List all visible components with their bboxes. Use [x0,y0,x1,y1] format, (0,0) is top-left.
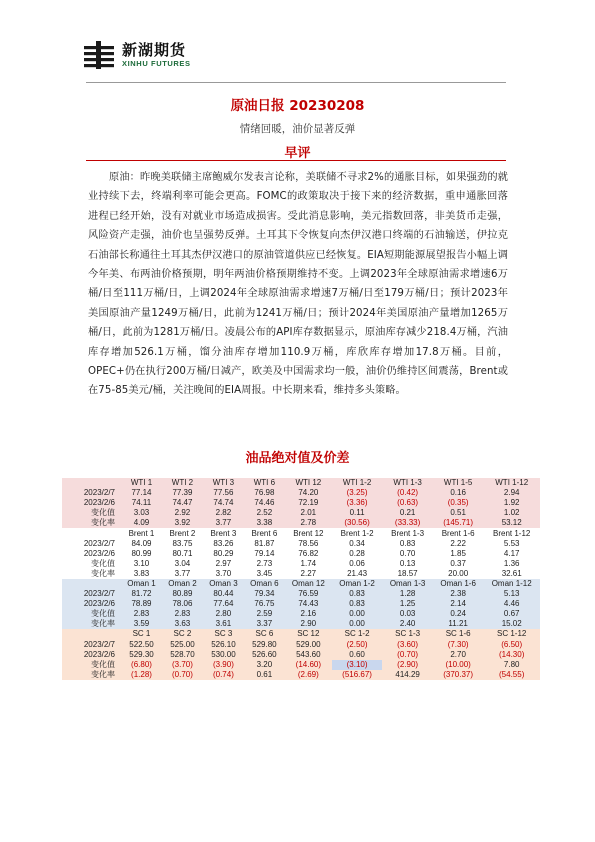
table-row [62,498,540,508]
table-cell: 543.60 [285,650,332,660]
table-row [62,670,540,680]
table-cell: 74.11 [121,498,162,508]
table-cell: 1.25 [382,599,433,609]
table-cell: 79.14 [244,549,285,559]
column-header: SC 3 [203,629,244,639]
table-cell: 4.09 [121,518,162,528]
table-cell: 3.63 [162,619,203,629]
table-cell: 2.40 [382,619,433,629]
table-cell: 3.77 [203,518,244,528]
table-cell: 0.60 [332,650,383,660]
table-cell: 3.37 [244,619,285,629]
column-header: Oman 1-2 [332,579,383,589]
column-header: WTI 12 [285,478,332,488]
table-cell: (2.90) [382,660,433,670]
table-cell: (1.28) [121,670,162,680]
table-cell: 76.75 [244,599,285,609]
oman-header-row [62,579,540,589]
table-cell: 0.13 [382,559,433,569]
report-title: 原油日报 20230208 [230,98,365,114]
row-label: 变化值 [62,609,121,619]
table-cell: 20.00 [433,569,484,579]
row-label: 2023/2/7 [62,589,121,599]
table-row [62,488,540,498]
table-cell: 3.77 [162,569,203,579]
table-cell: 0.51 [433,508,484,518]
table-cell: 2.82 [203,508,244,518]
table-cell: 4.46 [483,599,540,609]
table-cell: 83.75 [162,539,203,549]
table-cell: 0.06 [332,559,383,569]
table-cell: 2.83 [162,609,203,619]
table-cell: 78.89 [121,599,162,609]
column-header: Oman 2 [162,579,203,589]
row-label: 变化率 [62,670,121,680]
table-cell: (14.60) [285,660,332,670]
table-row [62,549,540,559]
table-cell: (10.00) [433,660,484,670]
table-cell: 77.64 [203,599,244,609]
table-cell: 1.36 [483,559,540,569]
table-cell: 3.61 [203,619,244,629]
table-cell: 2.92 [162,508,203,518]
table-cell: 7.80 [483,660,540,670]
table-cell: 2.90 [285,619,332,629]
table-cell: 3.10 [121,559,162,569]
table-cell: (30.56) [332,518,383,528]
table-cell: 526.10 [203,640,244,650]
column-header: SC 2 [162,629,203,639]
table-cell: 2.01 [285,508,332,518]
column-header: WTI 2 [162,478,203,488]
commentary-heading-underline [86,160,506,161]
table-cell: 3.70 [203,569,244,579]
table-cell: 4.17 [483,549,540,559]
column-header: Brent 1-12 [483,528,540,538]
row-label: 变化值 [62,508,121,518]
column-header: Brent 3 [203,528,244,538]
column-header: SC 1-2 [332,629,383,639]
table-cell: 81.87 [244,539,285,549]
table-cell: 78.56 [285,539,332,549]
table-cell: 1.92 [483,498,540,508]
brent-header-row [62,528,540,538]
table-cell: 81.72 [121,589,162,599]
commentary-paragraph: 原油：昨晚美联储主席鲍威尔发表言论称，美联储不寻求2%的通胀目标，如果强劲的就业持续下去，终端利率可能会更高。FOMC的政策取决于接下来的经济数据，重申通胀回落进程已经开始，没有对就业市场造成损害。受此消息影响，美元指数回落，非美货币走强，风险资产走强，油价也呈强势反弹。土耳其下令恢复向杰伊汉港口终端的石油输送，伊拉克石油部长称通往土耳其杰伊汉港口的原油管道供应已经恢复。EIA短期能源展望报告小幅上调今年美、布两油价格预期，明年两油价格预期维持不变。上调2023年全球原油需求增速6万桶/日至111万桶/日，上调2024年全球原油需求增速7万桶/日至179万桶/日；预计2023年美国原油产量1249万桶/日，此前为1241万桶/日；预计2024年美国原油产量增加1265万桶/日，此前为1281万桶/日。凌晨公布的API库存数据显示，原油库存减少218.4万桶，汽油库存增加526.1万桶，馏分油库存增加110.9万桶，库欣库存增加17.8万桶。目前，OPEC+仍在执行200万桶/日减产，欧美及中国需求均一般，油价仍维持区间震荡，Brent或在75-85美元/桶，关注晚间的EIA周报。中长期来看，维持多头策略。 [88,172,508,397]
table-cell: (3.60) [382,640,433,650]
table-cell: 0.61 [244,670,285,680]
table-cell: 2.38 [433,589,484,599]
table-cell: 53.12 [483,518,540,528]
header-corner-cell [62,629,121,639]
table-cell: 0.21 [382,508,433,518]
table-cell: 2.27 [285,569,332,579]
header-corner-cell [62,579,121,589]
table-cell: (3.25) [332,488,383,498]
commentary-heading: 早评 [284,146,311,161]
xinhu-logo-icon [82,40,116,70]
column-header: WTI 6 [244,478,285,488]
column-header: Oman 1-12 [483,579,540,589]
table-cell: 0.28 [332,549,383,559]
table-cell: 3.92 [162,518,203,528]
table-cell: 529.00 [285,640,332,650]
table-cell: (2.50) [332,640,383,650]
table-cell: (145.71) [433,518,484,528]
table-cell: 1.74 [285,559,332,569]
table-cell: 529.30 [121,650,162,660]
table-cell: 84.09 [121,539,162,549]
table-cell: 79.34 [244,589,285,599]
table-cell: 77.39 [162,488,203,498]
table-cell: 1.85 [433,549,484,559]
column-header: Oman 1-3 [382,579,433,589]
column-header: Brent 1-3 [382,528,433,538]
row-label: 2023/2/6 [62,650,121,660]
table-heading: 油品绝对值及价差 [245,451,350,466]
table-row [62,619,540,629]
table-cell: 18.57 [382,569,433,579]
table-cell: 522.50 [121,640,162,650]
header-corner-cell [62,478,121,488]
table-cell: 2.14 [433,599,484,609]
column-header: SC 12 [285,629,332,639]
table-row [62,518,540,528]
table-row [62,559,540,569]
column-header: SC 1-12 [483,629,540,639]
row-label: 变化率 [62,619,121,629]
table-row [62,640,540,650]
table-row [62,660,540,670]
table-cell: (0.70) [382,650,433,660]
column-header: SC 1-6 [433,629,484,639]
table-cell: 0.34 [332,539,383,549]
table-row [62,650,540,660]
brand-logo [82,40,191,70]
table-cell: 74.47 [162,498,203,508]
price-spread-table [62,478,540,680]
column-header: Oman 12 [285,579,332,589]
table-cell: 0.24 [433,609,484,619]
table-cell: 76.98 [244,488,285,498]
column-header: Oman 3 [203,579,244,589]
table-cell: 2.22 [433,539,484,549]
table-cell: 2.52 [244,508,285,518]
table-cell: 83.26 [203,539,244,549]
table-cell: 15.02 [483,619,540,629]
table-cell: 74.46 [244,498,285,508]
table-cell: 2.83 [121,609,162,619]
table-cell: 72.19 [285,498,332,508]
table-cell: 2.73 [244,559,285,569]
table-cell: 528.70 [162,650,203,660]
row-label: 2023/2/7 [62,488,121,498]
row-label: 2023/2/7 [62,539,121,549]
row-label: 2023/2/6 [62,599,121,609]
table-cell: (0.74) [203,670,244,680]
table-cell: 0.03 [382,609,433,619]
table-cell: 11.21 [433,619,484,629]
table-cell: 3.59 [121,619,162,629]
header-divider [86,82,506,83]
table-cell: 526.60 [244,650,285,660]
row-label: 2023/2/6 [62,498,121,508]
table-cell: 2.16 [285,609,332,619]
table-cell: 0.67 [483,609,540,619]
table-cell: 3.04 [162,559,203,569]
table-cell: 3.83 [121,569,162,579]
table-cell: (14.30) [483,650,540,660]
table-cell: 78.06 [162,599,203,609]
row-label: 变化率 [62,518,121,528]
table-cell: (516.67) [332,670,383,680]
row-label: 2023/2/6 [62,549,121,559]
table-cell: 529.80 [244,640,285,650]
column-header: Brent 1-2 [332,528,383,538]
table-cell: 414.29 [382,670,433,680]
table-cell: (6.80) [121,660,162,670]
column-header: SC 6 [244,629,285,639]
table-row [62,508,540,518]
row-label: 变化值 [62,660,121,670]
column-header: SC 1 [121,629,162,639]
table-row [62,589,540,599]
table-cell: 80.89 [162,589,203,599]
table-cell: (33.33) [382,518,433,528]
row-label: 变化值 [62,559,121,569]
table-cell: 2.78 [285,518,332,528]
table-cell: 2.97 [203,559,244,569]
table-cell: (0.42) [382,488,433,498]
table-cell: 74.43 [285,599,332,609]
table-row [62,539,540,549]
table-cell: (3.36) [332,498,383,508]
table-cell: (0.35) [433,498,484,508]
table-cell: 530.00 [203,650,244,660]
table-cell: 5.53 [483,539,540,549]
table-cell: (3.90) [203,660,244,670]
table-cell: 3.03 [121,508,162,518]
table-cell: 1.28 [382,589,433,599]
header-corner-cell [62,528,121,538]
table-cell: 3.20 [244,660,285,670]
column-header: SC 1-3 [382,629,433,639]
table-cell: 2.59 [244,609,285,619]
table-cell: (54.55) [483,670,540,680]
table-cell: (7.30) [433,640,484,650]
column-header: WTI 3 [203,478,244,488]
table-cell: 2.94 [483,488,540,498]
table-cell: 3.38 [244,518,285,528]
table-cell: 1.02 [483,508,540,518]
table-cell: 0.00 [332,609,383,619]
column-header: Oman 1 [121,579,162,589]
table-cell: (6.50) [483,640,540,650]
table-cell: (370.37) [433,670,484,680]
column-header: Brent 6 [244,528,285,538]
column-header: WTI 1-3 [382,478,433,488]
column-header: Oman 6 [244,579,285,589]
table-cell: 0.00 [332,619,383,629]
table-row [62,599,540,609]
table-cell: 0.37 [433,559,484,569]
column-header: Oman 1-6 [433,579,484,589]
table-cell: 2.80 [203,609,244,619]
table-cell: 2.70 [433,650,484,660]
table-row [62,569,540,579]
table-cell: 76.59 [285,589,332,599]
table-cell: 3.45 [244,569,285,579]
table-cell: 21.43 [332,569,383,579]
table-cell: (2.69) [285,670,332,680]
column-header: Brent 1 [121,528,162,538]
table-cell: 0.70 [382,549,433,559]
brand-name-en: XINHU FUTURES [122,59,191,68]
table-cell: 80.44 [203,589,244,599]
table-cell: 32.61 [483,569,540,579]
table-cell: 0.83 [382,539,433,549]
table-cell: (0.70) [162,670,203,680]
table-cell: 0.11 [332,508,383,518]
brand-name-cn: 新湖期货 [122,41,187,59]
table-cell: 76.82 [285,549,332,559]
column-header: Brent 1-6 [433,528,484,538]
column-header: WTI 1-12 [483,478,540,488]
table-cell: 77.56 [203,488,244,498]
table-cell: 74.20 [285,488,332,498]
table-cell: (3.70) [162,660,203,670]
table-row [62,609,540,619]
column-header: Brent 2 [162,528,203,538]
table-cell: 80.71 [162,549,203,559]
table-cell: 77.14 [121,488,162,498]
table-cell: (0.63) [382,498,433,508]
table-cell: 80.99 [121,549,162,559]
table-cell: 74.74 [203,498,244,508]
column-header: WTI 1-2 [332,478,383,488]
column-header: WTI 1-5 [433,478,484,488]
table-cell: 0.83 [332,599,383,609]
row-label: 2023/2/7 [62,640,121,650]
wti-header-row [62,478,540,488]
report-subtitle: 情绪回暖，油价显著反弹 [239,123,356,135]
column-header: WTI 1 [121,478,162,488]
table-cell: 0.16 [433,488,484,498]
sc-header-row [62,629,540,639]
table-cell: 5.13 [483,589,540,599]
table-cell: (3.10) [332,660,383,670]
table-cell: 0.83 [332,589,383,599]
table-cell: 80.29 [203,549,244,559]
row-label: 变化率 [62,569,121,579]
column-header: Brent 12 [285,528,332,538]
table-cell: 525.00 [162,640,203,650]
